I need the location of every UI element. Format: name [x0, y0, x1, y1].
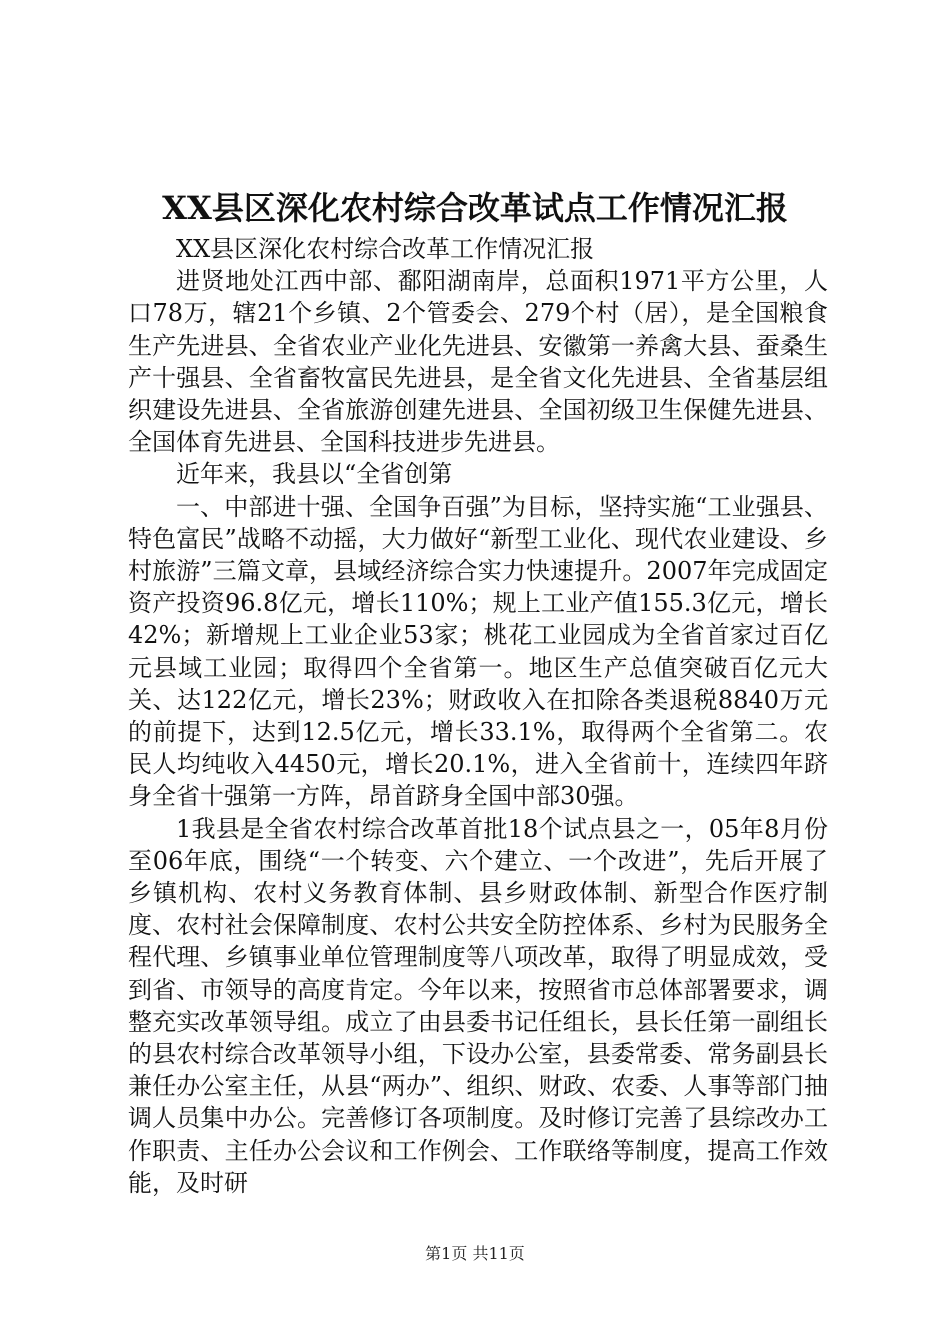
paragraph-county-overview: 进贤地处江西中部、鄱阳湖南岸，总面积1971平方公里，人口78万，辖21个乡镇、2个管委会、279个村（居），是全国粮食生产先进县、全省农业产业化先进县、安徽第一养禽大县、蚕桑生产十强县、全省畜牧富民先进县，是全省文化先进县、全省基层组织建设先进县、全省旅游创建先进县、全国初级卫生保健先进县、全国体育先进县、全国科技进步先进县。 [128, 267, 828, 457]
paragraph-reform-pilot: 1我县是全省农村综合改革首批18个试点县之一，05年8月份至06年底，围绕“一个转变、六个建立、一个改进”，先后开展了乡镇机构、农村义务教育体制、县乡财政体制、新型合作医疗制度、农村社会保障制度、农村公共安全防控体系、乡村为民服务全程代理、乡镇事业单位管理制度等八项改革，取得了明显成效，受到省、市领导的高度肯定。今年以来，按照省市总体部署要求，调整充实改革领导组。成立了由县委书记任组长，县长任第一副组长的县农村综合改革领导小组，下设办公室，县委常委、常务副县长兼任办公室主任，从县“两办”、组织、财政、农委、人事等部门抽调人员集中办公。完善修订各项制度。及时修订完善了县综改办工作职责、主任办公会议和工作例会、工作联络等制度，提高工作效能，及时研 [128, 814, 828, 1197]
paragraph-recent-years: 近年来，我县以“全省创第 [176, 460, 453, 489]
document-body [128, 233, 828, 1199]
document-title: XX县区深化农村综合改革试点工作情况汇报 [162, 189, 788, 227]
page-number-footer: 第1页 共11页 [425, 1244, 525, 1263]
paragraph-economic-results: 一、中部进十强、全国争百强”为目标，坚持实施“工业强县、特色富民”战略不动摇，大力做好“新型工业化、现代农业建设、乡村旅游”三篇文章，县域经济综合实力快速提升。2007年完成固定资产投资96.8亿元，增长110%；规上工业产值155.3亿元，增长42%；新增规上工业企业53家；桃花工业园成为全省首家过百亿元县域工业园；取得四个全省第一。地区生产总值突破百亿元大关、达122亿元，增长23%；财政收入在扣除各类退税8840万元的前提下，达到12.5亿元，增长33.1%，取得两个全省第二。农民人均纯收入4450元，增长20.1%，进入全省前十，连续四年跻身全省十强第一方阵，昂首跻身全国中部30强。 [128, 492, 828, 811]
paragraph-subtitle: XX县区深化农村综合改革工作情况汇报 [176, 235, 595, 263]
